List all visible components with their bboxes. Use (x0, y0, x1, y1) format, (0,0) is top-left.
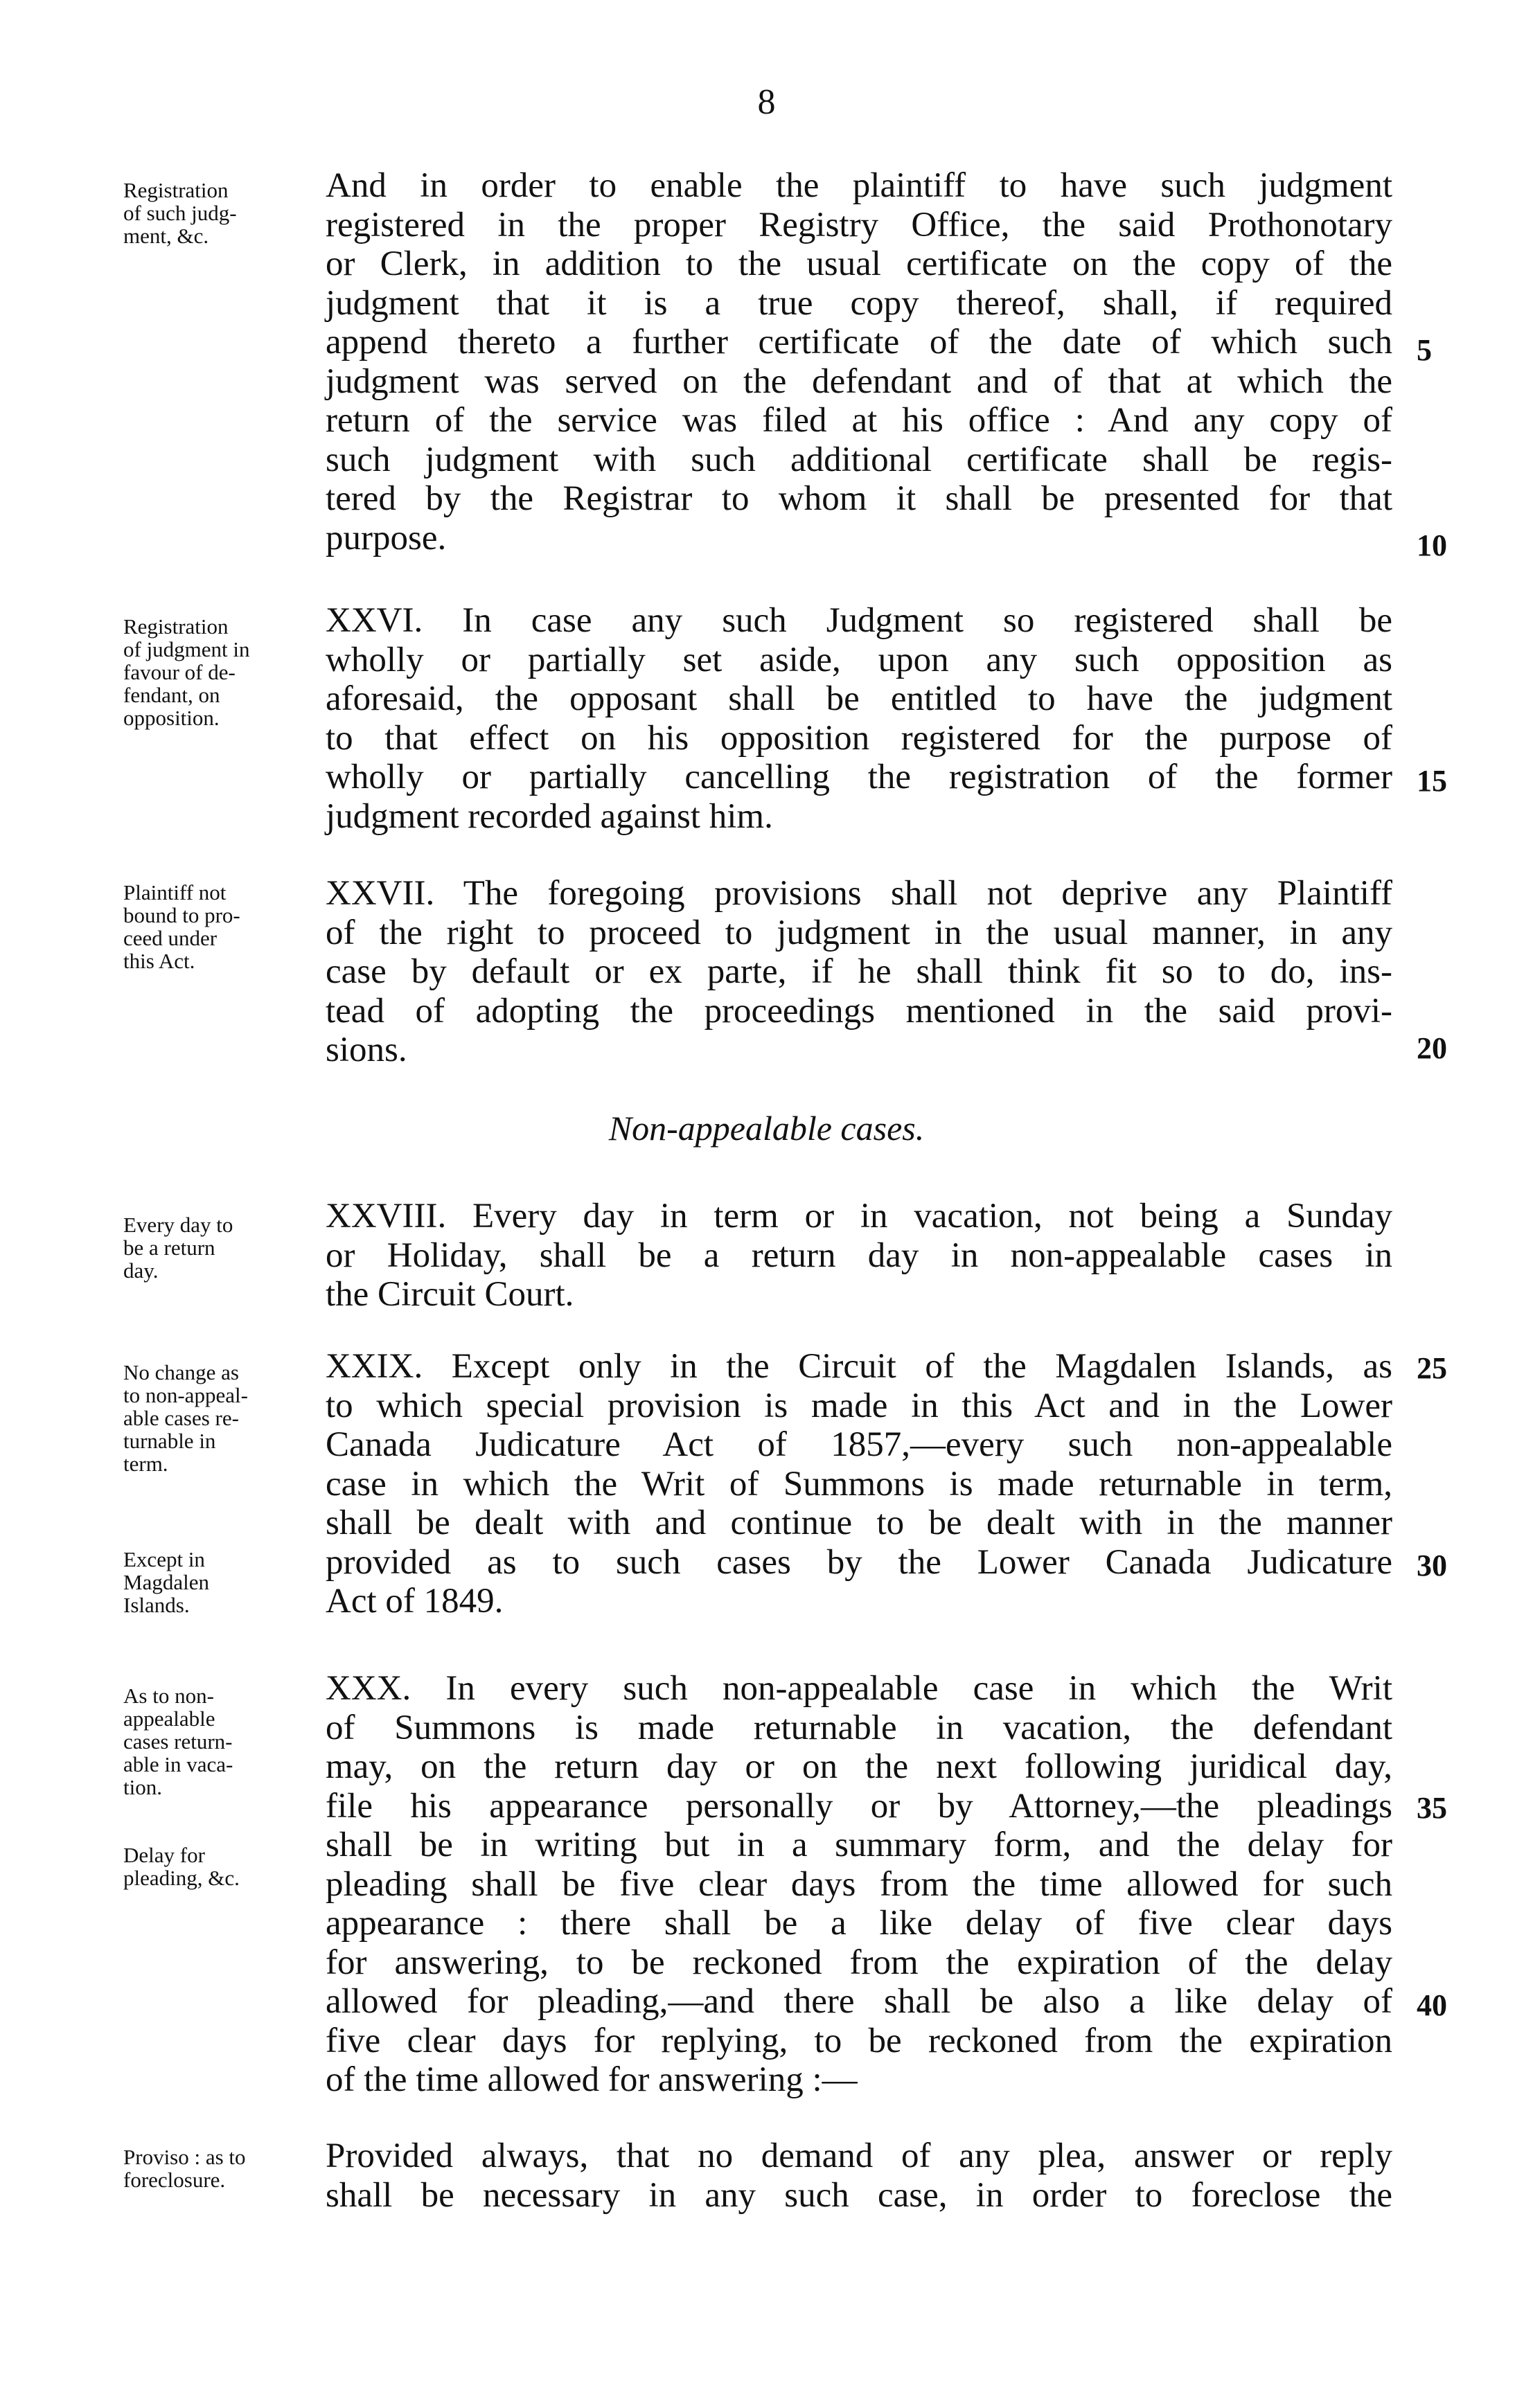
text-line: five clear days for replying, to be reckoned from the expiration (326, 2021, 1392, 2060)
text-line: XXIX. Except only in the Circuit of the Magdalen Islands, as (326, 1347, 1392, 1386)
text-line: allowed for pleading,—and there shall be also a like delay of (326, 1982, 1392, 2021)
text-line: return of the service was filed at his office : And any copy of (326, 401, 1392, 440)
margin-note-line: cases return- (123, 1729, 233, 1754)
margin-note-line: turnable in (123, 1429, 216, 1453)
margin-note-line: ceed under (123, 926, 218, 950)
margin-note-return-day (123, 1213, 317, 1282)
line-number: 30 (1417, 1549, 1447, 1582)
margin-note-line: Except in (123, 1547, 205, 1571)
margin-note-line: appealable (123, 1706, 215, 1731)
margin-note-line: Registration (123, 614, 229, 639)
text-line: judgment recorded against him. (326, 796, 773, 836)
paragraph-xxvii (326, 874, 1392, 1070)
paragraph-xxx (326, 1669, 1392, 2100)
text-line: appearance : there shall be a like delay of five clear days (326, 1904, 1392, 1943)
text-line: of Summons is made returnable in vacation, the defendant (326, 1708, 1392, 1747)
paragraph-proviso (326, 2137, 1392, 2215)
text-line: tead of adopting the proceedings mentioned in the said provi- (326, 991, 1392, 1031)
text-line: the Circuit Court. (326, 1275, 574, 1314)
margin-note-line: opposition. (123, 706, 220, 730)
text-line: provided as to such cases by the Lower Canada Judicature (326, 1542, 1392, 1582)
margin-note-plaintiff (123, 881, 317, 972)
paragraph-xxix (326, 1347, 1392, 1621)
text-line: XXVIII. Every day in term or in vacation, not being a Sunday (326, 1197, 1392, 1236)
line-number: 20 (1417, 1031, 1447, 1065)
margin-note-line: Magdalen (123, 1570, 209, 1594)
text-line: or Clerk, in addition to the usual certificate on the copy of the (326, 244, 1392, 283)
margin-note-line: of such judg- (123, 201, 237, 225)
text-line: And in order to enable the plaintiff to have such judgment (326, 166, 1392, 205)
paragraph-registration (326, 166, 1392, 558)
margin-note-delay (123, 1844, 317, 1889)
line-number: 15 (1417, 764, 1447, 798)
line-number: 40 (1417, 1988, 1447, 2022)
margin-note-line: be a return (123, 1236, 215, 1260)
margin-note-line: to non-appeal- (123, 1383, 248, 1407)
margin-note-line: of judgment in (123, 637, 250, 661)
margin-note-judgment-favour (123, 615, 317, 729)
text-line: wholly or partially cancelling the registration of the former (326, 758, 1392, 796)
text-line: shall be necessary in any such case, in order to foreclose the (326, 2175, 1392, 2215)
text-line: sions. (326, 1031, 407, 1069)
line-number: 10 (1417, 528, 1447, 562)
paragraph-xxvi (326, 601, 1392, 836)
margin-note-line: able in vaca- (123, 1752, 233, 1776)
paragraph-xxviii (326, 1197, 1392, 1314)
text-line: file his appearance personally or by Attorney,—the pleadings (326, 1786, 1392, 1826)
text-line: pleading shall be five clear days from the time allowed for such (326, 1864, 1392, 1904)
text-line: judgment that it is a true copy thereof, shall, if required (326, 283, 1392, 323)
text-line: Canada Judicature Act of 1857,—every such non-appealable (326, 1425, 1392, 1464)
text-line: Provided always, that no demand of any plea, answer or reply (326, 2137, 1392, 2175)
margin-note-line: pleading, &c. (123, 1866, 240, 1890)
margin-note-line: bound to pro- (123, 903, 240, 927)
text-line: XXVI. In case any such Judgment so registered shall be (326, 601, 1392, 640)
text-line: to which special provision is made in this Act and in the Lower (326, 1386, 1392, 1425)
text-line: XXX. In every such non-appealable case in which the Writ (326, 1669, 1392, 1708)
margin-note-line: Plaintiff not (123, 880, 227, 904)
margin-note-line: fendant, on (123, 683, 220, 707)
section-heading: Non-appealable cases. (608, 1109, 925, 1148)
margin-note-line: favour of de- (123, 660, 236, 684)
text-line: for answering, to be reckoned from the expiration of the delay (326, 1943, 1392, 1982)
text-line: case by default or ex parte, if he shall think fit so to do, ins- (326, 952, 1392, 991)
margin-note-line: As to non- (123, 1684, 214, 1708)
text-line: such judgment with such additional certificate shall be regis- (326, 440, 1392, 479)
text-line: append thereto a further certificate of the date of which such (326, 323, 1392, 362)
margin-note-proviso (123, 2146, 317, 2191)
margin-note-magdalen (123, 1548, 317, 1616)
margin-note-vacation (123, 1684, 317, 1799)
text-line: XXVII. The foregoing provisions shall not deprive any Plaintiff (326, 874, 1392, 913)
margin-note-line: able cases re- (123, 1406, 239, 1430)
text-line: shall be dealt with and continue to be dealt with in the manner (326, 1504, 1392, 1542)
text-line: judgment was served on the defendant and of that at which the (326, 362, 1392, 401)
text-line: Act of 1849. (326, 1582, 504, 1621)
text-line: to that effect on his opposition registered for the purpose of (326, 718, 1392, 758)
margin-note-line: this Act. (123, 949, 195, 973)
text-line: of the right to proceed to judgment in the usual manner, in any (326, 913, 1392, 952)
text-line: aforesaid, the opposant shall be entitled to have the judgment (326, 679, 1392, 718)
line-number: 25 (1417, 1351, 1447, 1385)
margin-note-line: day. (123, 1258, 159, 1283)
margin-note-no-change (123, 1361, 317, 1475)
text-line: tered by the Registrar to whom it shall be presented for that (326, 479, 1392, 518)
text-line: or Holiday, shall be a return day in non-appealable cases in (326, 1236, 1392, 1275)
margin-note-line: ment, &c. (123, 224, 209, 248)
text-line: shall be in writing but in a summary form, and the delay for (326, 1826, 1392, 1864)
margin-note-line: foreclosure. (123, 2168, 226, 2192)
text-line: wholly or partially set aside, upon any such opposition as (326, 640, 1392, 679)
margin-note-line: term. (123, 1452, 168, 1476)
margin-note-line: No change as (123, 1360, 239, 1384)
margin-note-registration (123, 179, 317, 247)
text-line: purpose. (326, 518, 447, 558)
text-line: registered in the proper Registry Office, the said Prothonotary (326, 205, 1392, 244)
line-number: 35 (1417, 1791, 1447, 1825)
line-number: 5 (1417, 333, 1432, 367)
margin-note-line: Registration (123, 178, 229, 202)
margin-note-line: tion. (123, 1775, 162, 1799)
text-line: of the time allowed for answering :— (326, 2060, 858, 2099)
text-line: may, on the return day or on the next following juridical day, (326, 1747, 1392, 1786)
margin-note-line: Islands. (123, 1593, 190, 1617)
page-number: 8 (757, 82, 776, 122)
margin-note-line: Every day to (123, 1213, 233, 1237)
margin-note-line: Proviso : as to (123, 2145, 246, 2169)
text-line: case in which the Writ of Summons is made returnable in term, (326, 1464, 1392, 1504)
margin-note-line: Delay for (123, 1843, 205, 1867)
